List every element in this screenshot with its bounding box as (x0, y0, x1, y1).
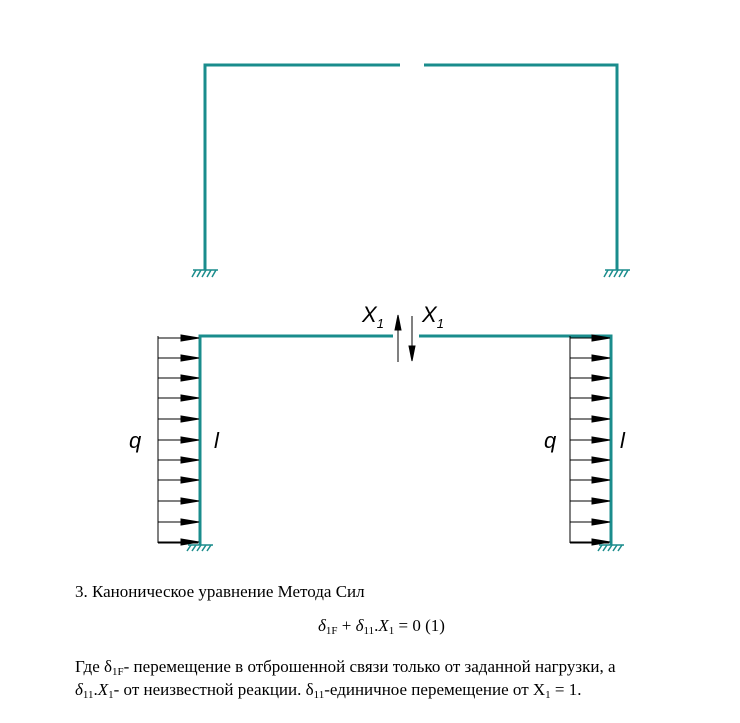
load-label-right: q (544, 428, 557, 453)
frame-left-half (205, 65, 400, 270)
force-label-left: $X_1$ (362, 302, 384, 331)
load-label-left: q (129, 428, 142, 453)
force-label-right: $X_1$ (422, 302, 444, 331)
frame-right-half (424, 65, 617, 270)
fixed-support-left (192, 270, 218, 277)
fixed-support-bottom-right (598, 545, 624, 551)
canonical-equation: $\delta_{1F} + \delta_{11}.X_1 = 0$ (1) (318, 616, 445, 637)
force-arrows-x1 (395, 315, 415, 362)
length-label-left: l (214, 428, 219, 453)
fixed-support-bottom-left (187, 545, 213, 551)
loaded-frame-left-half (200, 336, 393, 545)
explanation-paragraph: Где $\delta_{1F}-$ перемещение в отброшенной связи только от заданной нагрузки, а $\delta_{11}.X_1-$ от неизвестной реакции. $\delta_{11}$-единичное перемещение от $X_1 = 1$. (75, 657, 616, 701)
original-frame (205, 65, 617, 270)
section-heading: 3. Каноническое уравнение Метода Сил (75, 582, 365, 601)
fixed-support-right (604, 270, 630, 277)
distributed-load-right (570, 335, 610, 545)
length-label-right: l (620, 428, 625, 453)
distributed-load-left (158, 335, 199, 545)
